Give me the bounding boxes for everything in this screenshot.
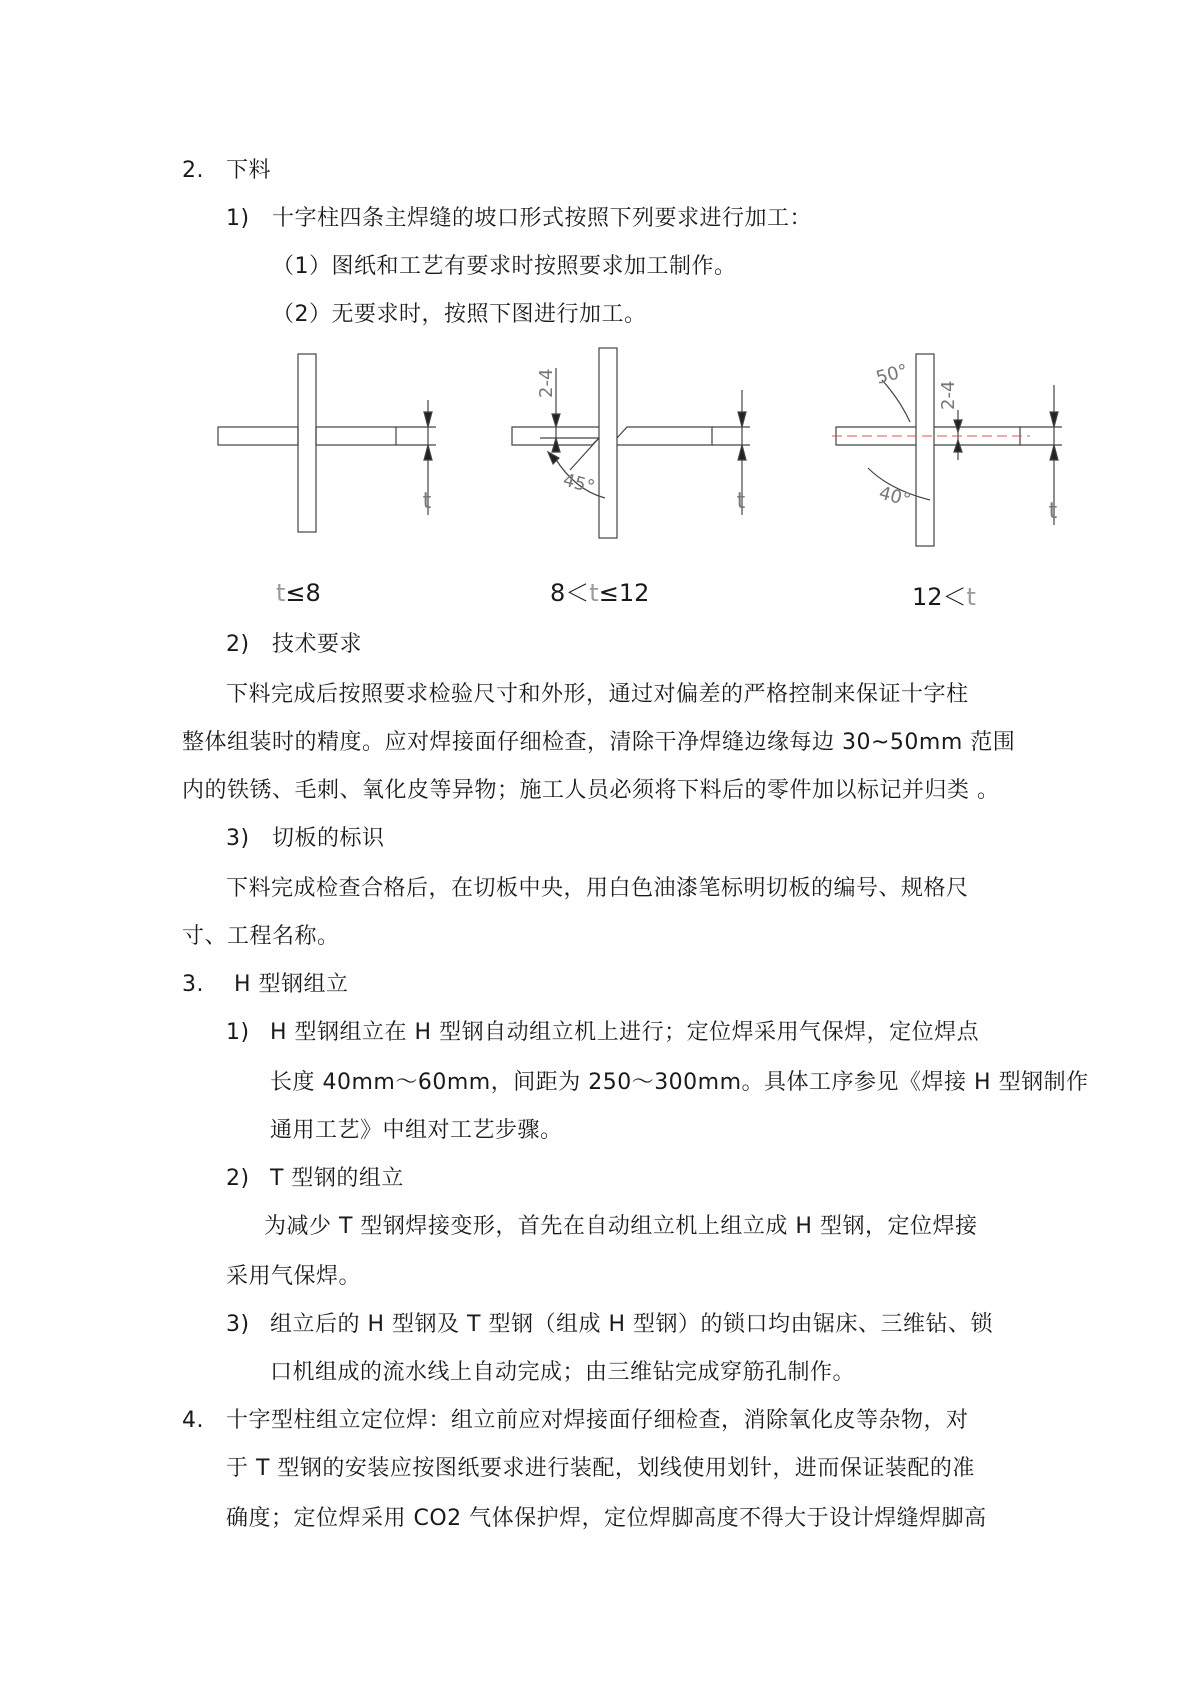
item-text: 组立后的 H 型钢及 T 型钢（组成 H 型钢）的锁口均由锯床、三维钻、锁 (270, 1312, 993, 1337)
paragraph-line: 采用气保焊。 (226, 1264, 362, 1289)
dim-t-label: t (736, 489, 746, 514)
section-number: 4. (182, 1408, 204, 1433)
item-text: 口机组成的流水线上自动完成；由三维钻完成穿筋孔制作。 (270, 1360, 856, 1385)
dim-gap-label: 2-4 (536, 368, 557, 398)
angle-label: 45° (560, 469, 597, 499)
dim-t-label: t (1048, 499, 1058, 524)
figure-caption-3: 12＜t (912, 583, 976, 611)
paragraph-line: 下料完成检查合格后，在切板中央，用白色油漆笔标明切板的编号、规格尺 (226, 876, 969, 901)
paragraph-line: 为减少 T 型钢焊接变形，首先在自动组立机上组立成 H 型钢，定位焊接 (264, 1214, 978, 1239)
dim-t-label: t (422, 489, 432, 514)
item-number: 1) (226, 206, 250, 231)
paragraph-line: 下料完成后按照要求检验尺寸和外形，通过对偏差的严格控制来保证十字柱 (226, 682, 969, 707)
angle-label: 50° (873, 360, 911, 389)
figure-1 (218, 354, 436, 532)
figure-caption-2: 8＜t≤12 (550, 579, 650, 607)
item-text: 长度 40mm～60mm，间距为 250～300mm。具体工序参见《焊接 H 型钢制作 (270, 1070, 1089, 1095)
section-heading: 下料 (226, 158, 272, 183)
item-text: 切板的标识 (272, 826, 385, 851)
item-text: 通用工艺》中组对工艺步骤。 (270, 1118, 563, 1143)
item-text: T 型钢的组立 (270, 1166, 404, 1191)
sub-item: （2）无要求时，按照下图进行加工。 (272, 302, 647, 327)
paragraph-line: 整体组装时的精度。应对焊接面仔细检查，清除干净焊缝边缘每边 30~50mm 范围 (182, 730, 1016, 755)
paragraph-line: 内的铁锈、毛刺、氧化皮等异物；施工人员必须将下料后的零件加以标记并归类 。 (182, 778, 1000, 803)
paragraph-line: 确度；定位焊采用 CO2 气体保护焊，定位焊脚高度不得大于设计焊缝焊脚高 (226, 1506, 987, 1531)
sub-item: （1）图纸和工艺有要求时按照要求加工制作。 (272, 254, 737, 279)
paragraph-line: 于 T 型钢的安装应按图纸要求进行装配，划线使用划针，进而保证装配的准 (226, 1456, 975, 1481)
angle-label: 40° (876, 482, 913, 512)
figure-caption-1: t≤8 (276, 579, 321, 607)
item-number: 3) (226, 826, 250, 851)
item-text: 技术要求 (272, 632, 363, 657)
section-number: 2. (182, 158, 204, 183)
section-number: 3. (182, 972, 204, 997)
item-number: 2) (226, 1166, 250, 1191)
item-number: 2) (226, 632, 250, 657)
item-text: 十字柱四条主焊缝的坡口形式按照下列要求进行加工： (272, 206, 813, 231)
item-number: 3) (226, 1312, 250, 1337)
dim-gap-label: 2-4 (938, 380, 959, 410)
item-number: 1) (226, 1020, 250, 1045)
item-text: H 型钢组立在 H 型钢自动组立机上进行；定位焊采用气保焊，定位焊点 (270, 1020, 980, 1045)
paragraph-line: 十字型柱组立定位焊：组立前应对焊接面仔细检查，消除氧化皮等杂物，对 (226, 1408, 969, 1433)
section-heading: H 型钢组立 (234, 972, 349, 997)
paragraph-line: 寸、工程名称。 (182, 924, 340, 949)
